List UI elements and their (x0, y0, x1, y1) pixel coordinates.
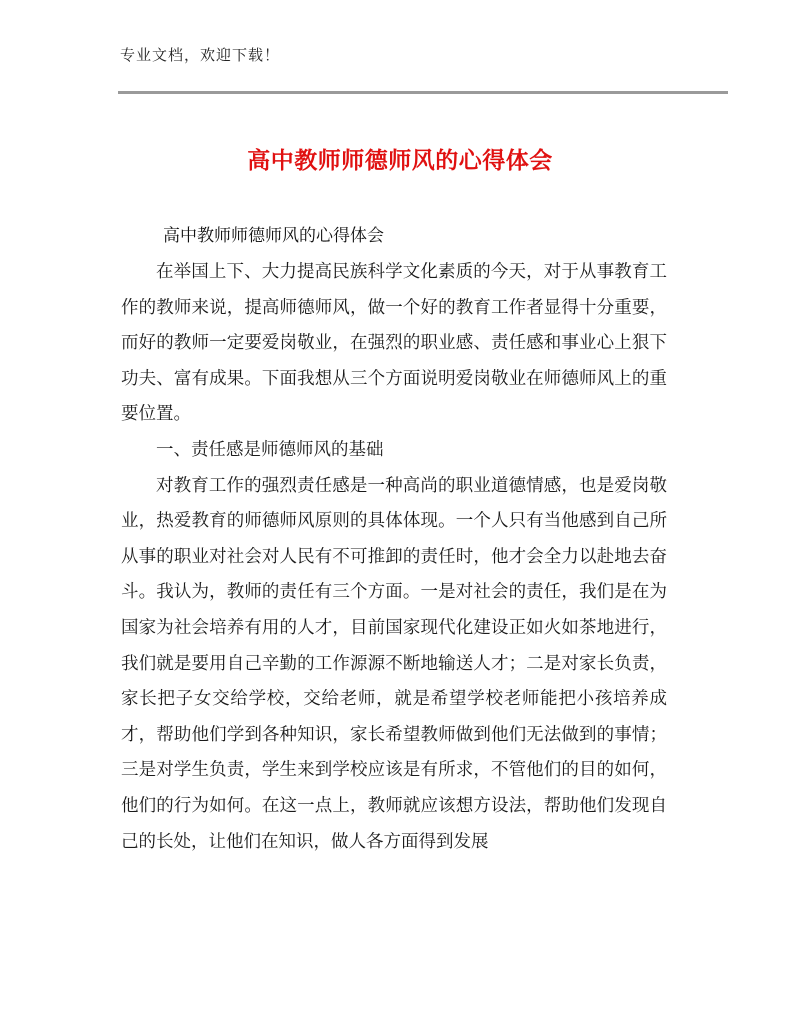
document-subtitle: 高中教师师德师风的心得体会 (163, 226, 384, 246)
section-heading-1: 一、责任感是师德师风的基础 (156, 439, 384, 460)
header-note: 专业文档，欢迎下载！ (120, 46, 281, 64)
paragraph-responsibility: 对教育工作的强烈责任感是一种高尚的职业道德情感，也是爱岗敬业，热爱教育的师德师风原则的具体体现。一个人只有当他感到自己所从事的职业对社会对人民有不可推卸的责任时，他才会全力以赴地去奋斗。我认为，教师的责任有三个方面。一是对社会的责任，我们是在为国家为社会培养有用的人才，目前国家现代化建设正如火如茶地进行，我们就是要用自己辛勤的工作源源不断地输送人才；二是对家长负责，家长把子女交给学校，交给老师，就是希望学校老师能把小孩培养成才，帮助他们学到各种知识，家长希望教师做到他们无法做到的事情；三是对学生负责，学生来到学校应该是有所求，不管他们的目的如何，他们的行为如何。在这一点上，教师就应该想方设法，帮助他们发现自己的长处，让他们在知识，做人各方面得到发展 (121, 475, 667, 852)
header-divider (118, 91, 728, 94)
document-body (121, 255, 667, 860)
paragraph-intro: 在举国上下、大力提高民族科学文化素质的今天，对于从事教育工作的教师来说，提高师德师风，做一个好的教育工作者显得十分重要，而好的教师一定要爱岗敬业，在强烈的职业感、责任感和事业心上狠下功夫、富有成果。下面我想从三个方面说明爱岗敬业在师德师风上的重要位置。 (121, 262, 667, 425)
document-title: 高中教师师德师风的心得体会 (247, 148, 553, 174)
